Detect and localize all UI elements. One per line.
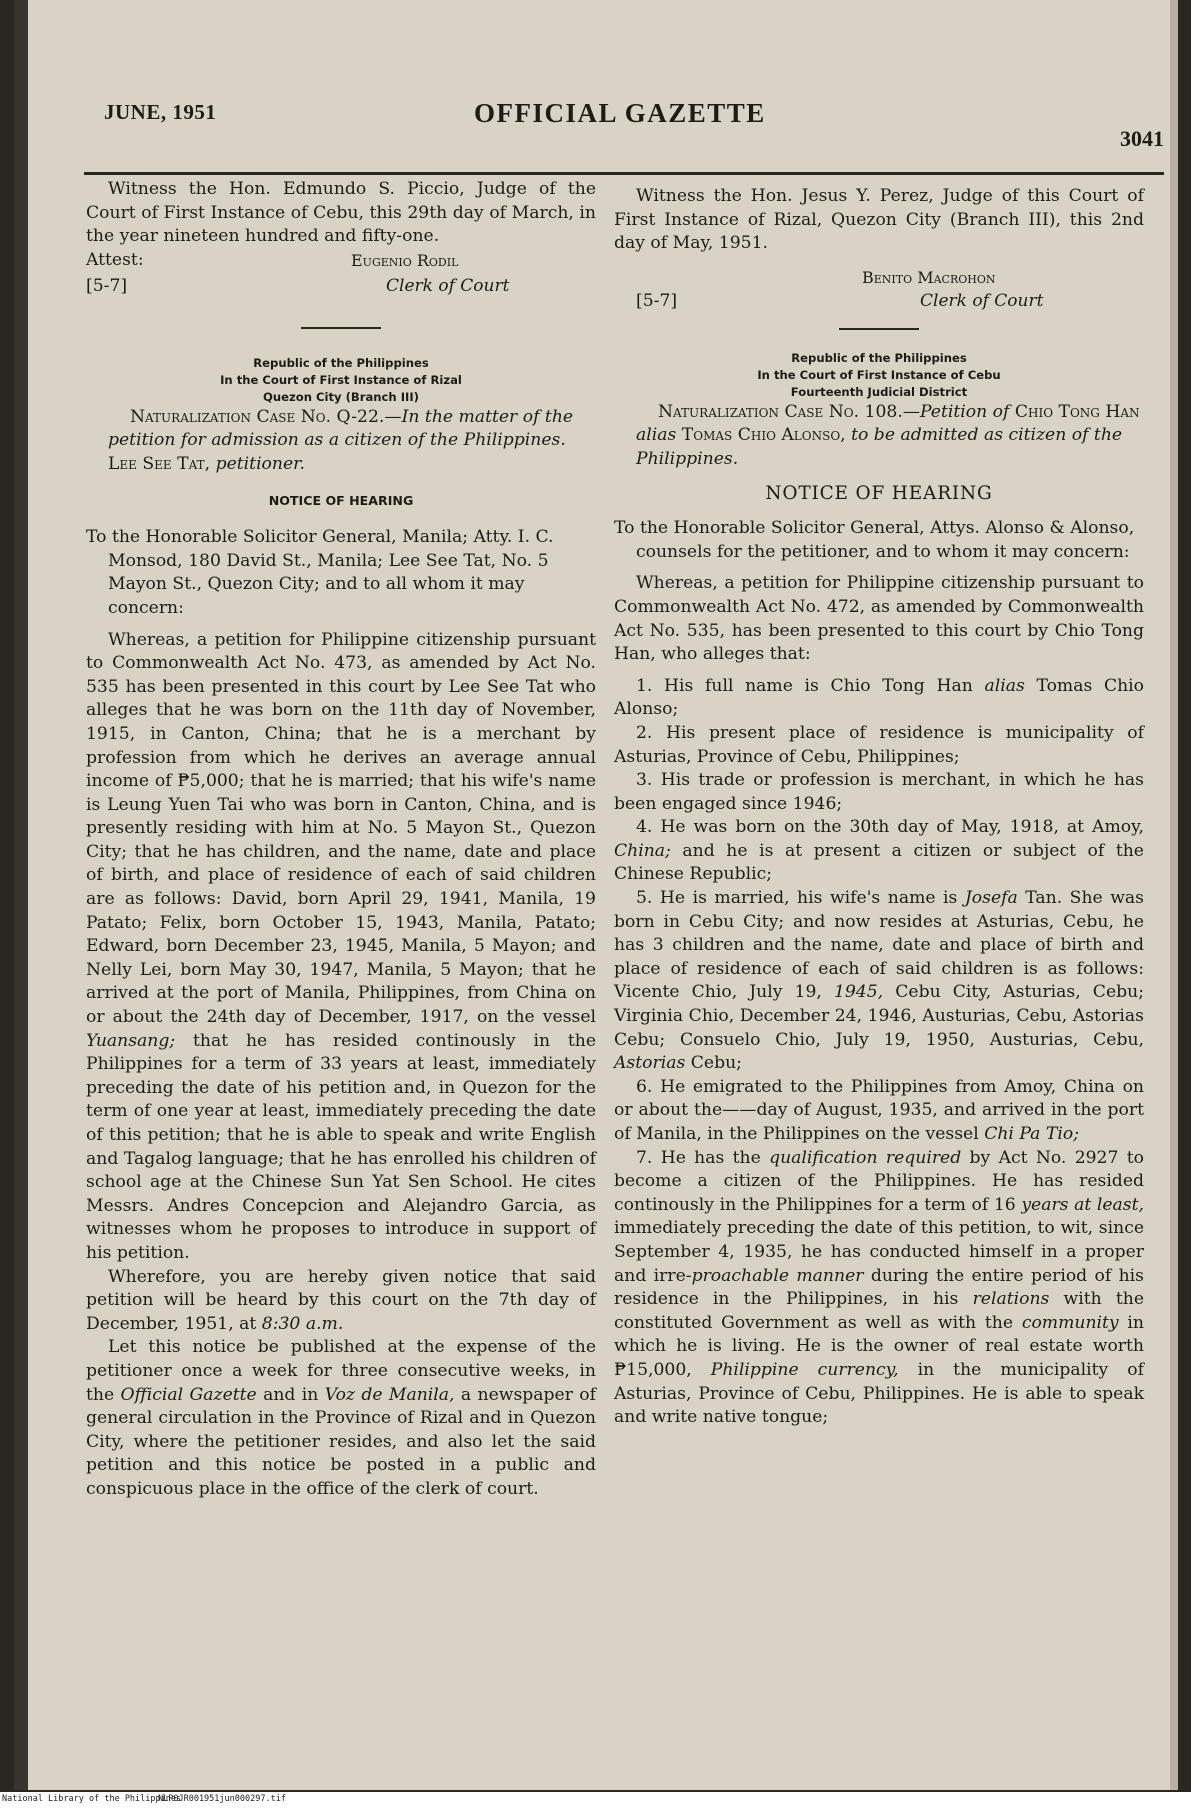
publication-title: OFFICIAL GAZETTE [474,98,766,128]
clerk-name: Benito Macrohon [862,267,996,287]
court-line: In the Court of First Instance of Rizal [220,372,462,387]
allegation-5: 5. He is married, his wife's name is Josefa Tan. She was born in Cebu City; and now resides at Asturias, Cebu, he has 3 children and the name, date and place of birth and place of residence of each of said children is as follows: Vicente Chio, July 19, 1945, Cebu City, Asturias, Cebu; Virginia Chio, December 24, 1946, Austurias, Cebu, Astorias Cebu; Consuelo Chio, July 19, 1950, Austurias, Cebu, Astorias Cebu; [614,888,1144,1074]
addressees: To the Honorable Solicitor General, Manila; Atty. I. C. Monsod, 180 David St., Manila; Lee See Tat, No. 5 Mayon St., Quezon City; and to all whom it may concern: [86,527,554,618]
clerk-title: Clerk of Court [386,275,510,296]
republic-line: Republic of the Philippines [791,350,967,365]
left-witness: Witness the Hon. Edmundo S. Piccio, Judge of the Court of First Instance of Cebu, this 29th day of March, in the year nineteen hundred and fifty-one. [86,179,596,247]
left-signature-block [86,249,596,307]
page-edge [1170,0,1178,1790]
section-divider [301,327,381,329]
allegation-7: 7. He has the qualification required by Act No. 2927 to become a citizen of the Philippines. He has resided continously in the Philippines for a term of 16 years at least, immediately preceding the date of this petition, to wit, since September 4, 1935, he has conducted himself in a proper and irre-proachable manner during the entire period of his residence in the Philippines, in his relations with the constituted Government as well as with the community in which he is living. He is the owner of real estate worth ₱15,000, Philippine currency, in the municipality of Asturias, Province of Cebu, Philippines. He is able to speak and write native tongue; [614,1147,1145,1428]
allegation-3: 3. His trade or profession is merchant, in which he has been engaged since 1946; [614,770,1144,814]
petitioner-role: petitioner. [215,453,305,474]
notice-heading: NOTICE OF HEARING [765,482,993,504]
gazette-page [14,0,1178,1790]
case-title: Naturalization Case No. 108.—Petition of Chio Tong Han alias Tomas Chio Alonso, to be admitted as citizen of the Philippines. [636,401,1140,469]
issue-ref: [5-7] [86,275,128,296]
binding-shadow [14,0,28,1790]
allegation-6: 6. He emigrated to the Philippines from Amoy, China on or about the——day of August, 1935, and arrived in the port of Manila, in the Philippines on the vessel Chi Pa Tio; [614,1076,1144,1144]
case-matter: In the matter of the petition for admission as a citizen of the Philippines. [108,406,574,451]
section-divider [839,328,919,330]
petitioner-name: Lee See Tat, [108,453,211,474]
allegation-2: 2. His present place of residence is municipality of Asturias, Province of Cebu, Philippines; [614,722,1144,767]
case-title: Naturalization Case No. Q-22.—In the matter of the petition for admission as a citizen of the Philippines. Lee See Tat, petitioner. [108,406,574,474]
case-number: Naturalization Case No. Q-22. [130,406,385,427]
header-rule [84,172,1164,175]
whereas-paragraph: Whereas, a petition for Philippine citizenship pursuant to Commonwealth Act No. 472, as amended by Commonwealth Act No. 535, has been presented to this court by Chio Tong Han, who alleges that: [614,573,1144,665]
clerk-title: Clerk of Court [920,290,1044,311]
right-column [614,185,1144,1430]
attest-label: Attest: [86,249,144,270]
right-signature-block [614,256,1144,318]
publication-paragraph: Let this notice be published at the expense of the petitioner once a week for three consecutive weeks, in the Official Gazette and in Voz de Manila, a newspaper of general circulation in the Province of Rizal and in Quezon City, where the petitioner resides, and also let the said petition and this notice be posted in a public and conspicuous place in the office of the clerk of court. [86,1337,597,1499]
scan-file-id: NLP0JR001951jun000297.tif [158,1794,286,1804]
district-line: Fourteenth Judicial District [790,384,968,399]
page-number: 3041 [1120,126,1164,151]
page-header [104,96,1164,151]
clerk-name: Eugenio Rodil [351,250,459,270]
left-column [86,178,596,1502]
wherefore-paragraph: Wherefore, you are hereby given notice that said petition will be heard by this court on the 7th day of December, 1951, at 8:30 a.m. [86,1266,596,1334]
court-line: In the Court of First Instance of Cebu [757,367,1001,382]
allegation-1: 1. His full name is Chio Tong Han alias Tomas Chio Alonso; [614,675,1145,720]
court-heading [614,350,1144,401]
case-number: Naturalization Case No. 108. [658,401,903,422]
court-heading [86,355,596,406]
scan-footer [0,1792,1191,1808]
republic-line: Republic of the Philippines [253,355,429,370]
issue-date: JUNE, 1951 [104,100,217,124]
branch-line: Quezon City (Branch III) [263,389,419,404]
library-credit: National Library of the Philippines [2,1794,182,1804]
issue-ref: [5-7] [636,290,678,311]
allegation-4: 4. He was born on the 30th day of May, 1918, at Amoy, China; and he is at present a citizen or subject of the Chinese Republic; [614,817,1144,885]
addressees: To the Honorable Solicitor General, Attys. Alonso & Alonso, counsels for the petitioner, and to whom it may concern: [614,518,1135,562]
whereas-paragraph: Whereas, a petition for Philippine citizenship pursuant to Commonwealth Act No. 473, as amended by Act No. 535 has been presented in this court by Lee See Tat who alleges that he was born on the 11th day of November, 1915, in Canton, China; that he is a merchant by profession from which he derives an average annual income of ₱5,000; that he is married; that his wife's name is Leung Yuen Tai who was born in Canton, China, and is presently residing with him at No. 5 Mayon St., Quezon City; that he has children, and the name, date and place of birth, and place of residence of each of said children are as follows: David, born April 29, 1941, Manila, 19 Patato; Felix, born October 15, 1943, Manila, Patato; Edward, born December 23, 1945, Manila, 5 Mayon; and Nelly Lei, born May 30, 1947, Manila, 5 Mayon; that he arrived at the port of Manila, Philippines, from China on or about the 24th day of December, 1917, on the vessel Yuansang; that he has resided continously in the Philippines for a term of 33 years at least, immediately preceding the date of his petition and, in Quezon for the term of one year at least, immediately preceding the date of this petition; that he is able to speak and write English and Tagalog language; that he has enrolled his children of school age at the Chinese Sun Yat Sen School. He cites Messrs. Andres Concepcion and Alejandro Garcia, as witnesses whom he proposes to introduce in support of his petition. [86,629,596,1263]
notice-heading: NOTICE OF HEARING [268,492,414,508]
right-witness: Witness the Hon. Jesus Y. Perez, Judge of this Court of First Instance of Rizal, Quezon City (Branch III), this 2nd day of May, 1951. [614,186,1144,254]
petitioner-name: Chio Tong Han [1014,401,1140,422]
